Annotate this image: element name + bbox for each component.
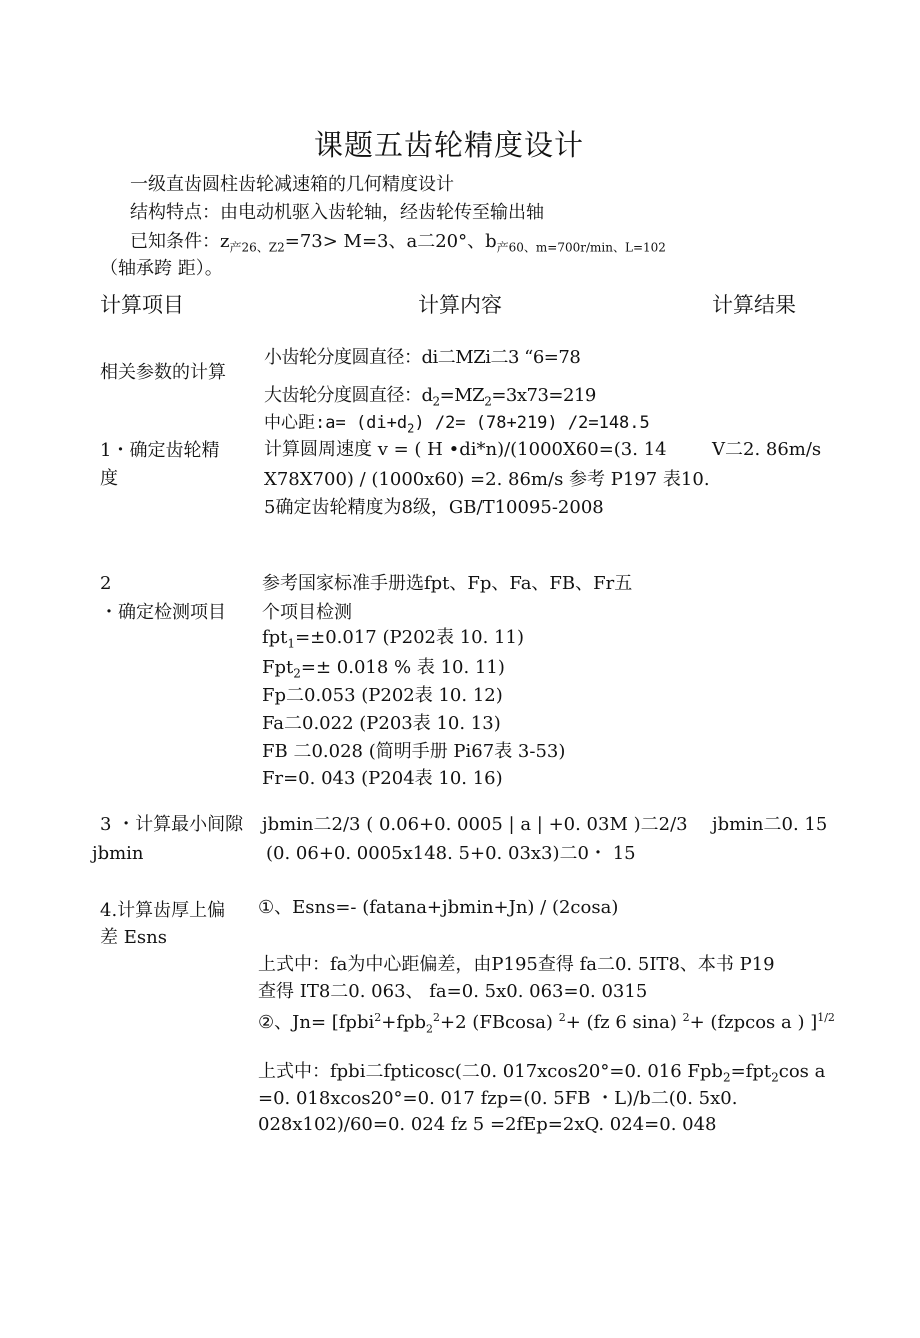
section2-item-line-2: ・确定检测项目: [100, 602, 226, 623]
section1-item-line-1: 1・确定齿轮精: [100, 440, 220, 461]
section3-content-2: (0. 06+0. 0005x148. 5+0. 03x3)二0・ 15: [266, 843, 636, 864]
section4-content-7: 028x102)/60=0. 024 fz 5 =2fEp=2xQ. 024=0. 048: [258, 1114, 717, 1135]
section2-item-line-1: 2: [100, 573, 112, 594]
section2-content-8: Fr=0. 043 (P204表 10. 16): [262, 768, 503, 788]
section3-item-line-1: 3 ・计算最小间隙: [100, 814, 244, 835]
section1-result: V二2. 86m/s: [712, 439, 822, 460]
section4-content-3: 查得 IT8二0. 063、 fa=0. 5x0. 063=0. 0315: [258, 981, 648, 1002]
section3-item-line-2: jbmin: [92, 843, 144, 864]
section0-content-2: 大齿轮分度圆直径：$d_2=MZ_2=3x73=219$: [264, 385, 596, 409]
section3-content-1: jbmin二2/3 ( 0.06+0. 0005 | a | +0. 03M )二2/3: [262, 814, 688, 835]
section4-content-2: 上式中：fa为中心距偏差，由P195查得 fa二0. 5IT8、本书 P19: [258, 954, 775, 975]
section2-content-7: FB 二0.028 (简明手册 Pi67表 3-53): [262, 741, 566, 762]
section0-content-3: 中心距:a= $(di+d_2)$ /2= (78+219) /2=148.5: [264, 413, 650, 436]
col-header-content: 计算内容: [418, 293, 502, 317]
section2-content-4: Fpt$_2$=± 0.018 % 表 10. 11): [262, 657, 505, 681]
intro-line-3: 已知条件：$z_{产26、Z2}=73> M=3$、a二20°、$b_{产60、m=700r/min、L=102}$: [130, 231, 666, 255]
section3-result: jbmin二0. 15: [712, 814, 828, 835]
intro-line-1: 一级直齿圆柱齿轮减速箱的几何精度设计: [130, 174, 454, 195]
section4-content-1: ①、Esns=- (fatana+jbmin+Jn) / (2cosa): [258, 897, 619, 918]
section2-content-2: 个项目检测: [262, 602, 352, 623]
section1-content-2: X78X700) / (1000x60) =2. 86m/s 参考 P197 表10.: [264, 469, 710, 490]
section2-content-5: Fp二0.053 (P202表 10. 12): [262, 685, 503, 706]
section2-content-1: 参考国家标准手册选fpt、Fp、Fa、FB、Fr五: [262, 573, 633, 594]
section4-content-5: 上式中：fpbi二fpticosc(二0. 017xcos20°=0. 016 Fpb$_2$=fpt$_2$cos a: [258, 1061, 826, 1085]
page-title: 课题五齿轮精度设计: [314, 128, 585, 162]
intro-line-4: （轴承跨 距）。: [100, 258, 223, 279]
section4-content-6: =0. 018xcos20°=0. 017 fzp=(0. 5FB ・L)/b二(0. 5x0.: [258, 1088, 738, 1109]
section2-content-6: Fa二0.022 (P203表 10. 13): [262, 713, 501, 734]
intro-line-2: 结构特点：由电动机驱入齿轮轴，经齿轮传至输出轴: [130, 202, 544, 223]
section1-content-1: 计算圆周速度 v = ( H •di*n)/(1000X60=(3. 14: [264, 439, 667, 460]
section1-content-3: 5确定齿轮精度为8级，GB/T10095-2008: [264, 497, 604, 518]
section4-item-line-1: 4.计算齿厚上偏: [100, 900, 226, 921]
section4-content-4: ②、Jn= [fpbi$^2$+fpb$_2^2$+2 (FBcosa) $^2$+ (fz 6 sina) $^2$+ (fzpcos a ) ]$^{1/2}$: [258, 1011, 835, 1036]
col-header-result: 计算结果: [712, 293, 796, 317]
col-header-item: 计算项目: [100, 293, 184, 317]
section4-item-line-2: 差 Esns: [100, 927, 167, 948]
section2-content-3: fpt$_1$=±0.017 (P202表 10. 11): [262, 627, 524, 651]
section1-item-line-2: 度: [100, 468, 118, 489]
section2-content-8-clip: [262, 768, 562, 788]
section0-item: 相关参数的计算: [100, 362, 226, 383]
section0-content-1: 小齿轮分度圆直径：di二MZi二3 “6=78: [264, 347, 581, 368]
